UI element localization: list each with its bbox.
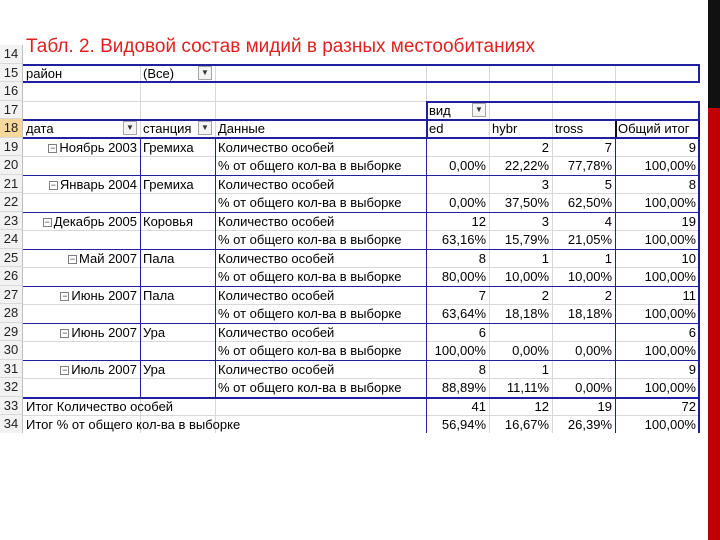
group-station: Гремиха <box>143 139 194 155</box>
header-station: станция <box>143 121 192 136</box>
row-header[interactable]: 29 <box>0 323 23 342</box>
measure-label: Количество особей <box>218 361 335 377</box>
date-filter-button[interactable]: ▼ <box>123 121 137 135</box>
measure-label: Количество особей <box>218 213 335 229</box>
value-cell: 3 <box>541 176 549 192</box>
header-data: Данные <box>218 121 265 136</box>
column-field-dropdown-button[interactable]: ▼ <box>472 103 486 117</box>
group-date-label: Январь 2004 <box>59 176 137 192</box>
value-cell: 9 <box>688 361 696 377</box>
group-separator <box>23 286 700 287</box>
row-header[interactable]: 14 <box>0 45 23 64</box>
row-header[interactable]: 26 <box>0 267 23 286</box>
value-cell: 100,00% <box>644 306 696 321</box>
group-separator <box>23 360 700 361</box>
table-title: Табл. 2. Видовой состав мидий в разных местообитаниях <box>26 36 536 57</box>
value-cell: 10 <box>681 250 696 266</box>
row-header[interactable]: 28 <box>0 304 23 323</box>
value-cell: 0,00% <box>512 343 549 358</box>
group-station: Пала <box>143 287 175 303</box>
measure-label: % от общего кол-ва в выборке <box>218 158 402 173</box>
value-cell <box>426 176 489 194</box>
value-cell: 10,00% <box>504 269 549 284</box>
value-cell: 77,78% <box>567 158 612 173</box>
measure-label: % от общего кол-ва в выборке <box>218 195 402 210</box>
row-header[interactable]: 31 <box>0 360 23 379</box>
value-cell <box>552 361 615 379</box>
group-date-label: Ноябрь 2003 <box>59 139 137 155</box>
grand-total-value: 19 <box>597 398 612 414</box>
value-cell: 100,00% <box>644 380 696 395</box>
value-cell: 1 <box>604 250 612 266</box>
group-station: Коровья <box>143 213 193 229</box>
value-cell: 100,00% <box>644 158 696 173</box>
row-header[interactable]: 20 <box>0 156 23 175</box>
group-station: Ура <box>143 324 166 340</box>
collapse-icon[interactable]: − <box>50 142 56 153</box>
value-cell: 100,00% <box>644 232 696 247</box>
pivot-border <box>698 64 700 83</box>
value-cell: 100,00% <box>644 195 696 210</box>
value-cell: 11,11% <box>506 380 549 395</box>
value-cell: 100,00% <box>644 269 696 284</box>
value-cell: 2 <box>604 287 612 303</box>
value-cell <box>489 324 552 342</box>
value-cell: 63,16% <box>441 232 486 247</box>
row-header[interactable]: 27 <box>0 286 23 305</box>
value-cell <box>552 324 615 342</box>
row-header[interactable]: 22 <box>0 193 23 212</box>
measure-label: Количество особей <box>218 176 335 192</box>
group-station: Ура <box>143 361 166 377</box>
pivot-border <box>23 397 700 399</box>
pivot-border <box>23 119 700 121</box>
measure-label: Количество особей <box>218 324 335 340</box>
group-separator <box>23 323 700 324</box>
value-cell: 9 <box>688 139 696 155</box>
measure-label: % от общего кол-ва в выборке <box>218 343 402 358</box>
pivot-border <box>615 138 616 397</box>
value-cell: 100,00% <box>434 343 486 358</box>
header-hybr: hybr <box>492 121 518 136</box>
value-cell: 3 <box>541 213 549 229</box>
pivot-border <box>615 397 616 434</box>
collapse-icon[interactable]: − <box>62 364 68 375</box>
station-filter-button[interactable]: ▼ <box>198 121 212 135</box>
group-separator <box>23 212 700 213</box>
row-header[interactable]: 16 <box>0 82 23 101</box>
collapse-icon[interactable]: − <box>69 253 76 264</box>
row-header[interactable]: 25 <box>0 249 23 268</box>
collapse-icon[interactable]: − <box>44 216 50 227</box>
header-total: Общий итог <box>618 121 690 136</box>
row-header[interactable]: 18 <box>0 119 23 138</box>
grand-total-value: 16,67% <box>504 417 549 432</box>
group-separator <box>23 138 700 139</box>
value-cell: 100,00% <box>644 343 696 358</box>
row-header[interactable]: 30 <box>0 341 23 360</box>
value-cell: 19 <box>681 213 696 229</box>
row-header[interactable]: 15 <box>0 64 23 83</box>
pivot-border <box>140 138 141 397</box>
pivot-border <box>215 138 216 397</box>
group-date-label: Июнь 2007 <box>71 324 137 340</box>
grand-total-value: 26,39% <box>567 417 612 432</box>
group-date-label: Июнь 2007 <box>71 287 137 303</box>
value-cell: 6 <box>478 324 486 340</box>
group-date <box>23 250 140 268</box>
value-cell: 5 <box>604 176 612 192</box>
value-cell: 22,22% <box>504 158 549 173</box>
pivot-border <box>426 397 427 434</box>
grand-total-value: 56,94% <box>441 417 486 432</box>
value-cell: 2 <box>541 139 549 155</box>
spreadsheet-area <box>0 35 700 433</box>
group-date <box>23 213 140 231</box>
value-cell: 21,05% <box>567 232 612 247</box>
pivot-border <box>23 81 700 83</box>
filter-value[interactable]: (Все) <box>143 65 175 81</box>
measure-label: % от общего кол-ва в выборке <box>218 380 402 395</box>
row-header[interactable]: 21 <box>0 175 23 194</box>
value-cell <box>426 139 489 157</box>
value-cell: 7 <box>478 287 486 303</box>
slide-edge-red <box>708 108 720 540</box>
pivot-border <box>23 433 700 434</box>
measure-label: % от общего кол-ва в выборке <box>218 306 402 321</box>
group-separator <box>23 175 700 176</box>
value-cell: 0,00% <box>449 158 486 173</box>
pivot-border <box>426 138 427 397</box>
grand-total-value: 100,00% <box>644 417 696 432</box>
group-date <box>23 176 140 194</box>
group-separator <box>23 249 700 250</box>
row-header[interactable]: 33 <box>0 397 23 416</box>
row-header[interactable]: 19 <box>0 138 23 157</box>
value-cell: 0,00% <box>575 343 612 358</box>
value-cell: 10,00% <box>567 269 612 284</box>
value-cell: 63,64% <box>441 306 486 321</box>
row-header[interactable]: 34 <box>0 415 23 433</box>
grand-total-label: Итог Количество особей <box>26 398 174 414</box>
pivot-border <box>426 101 699 103</box>
slide-edge-black <box>708 0 720 108</box>
measure-label: % от общего кол-ва в выборке <box>218 232 402 247</box>
collapse-icon[interactable]: − <box>50 179 57 190</box>
group-date <box>23 361 140 379</box>
value-cell: 18,18% <box>504 306 549 321</box>
filter-dropdown-button[interactable]: ▼ <box>198 66 212 80</box>
value-cell: 1 <box>541 361 549 377</box>
row-header[interactable]: 24 <box>0 230 23 249</box>
value-cell: 80,00% <box>441 269 486 284</box>
header-date: дата <box>26 121 54 136</box>
group-date-label: Май 2007 <box>79 250 137 266</box>
value-cell: 8 <box>478 361 486 377</box>
pivot-border <box>23 64 700 66</box>
value-cell: 8 <box>688 176 696 192</box>
value-cell: 62,50% <box>567 195 612 210</box>
row-header[interactable]: 23 <box>0 212 23 231</box>
row-header[interactable]: 32 <box>0 378 23 397</box>
value-cell: 11 <box>682 287 696 303</box>
value-cell: 6 <box>688 324 696 340</box>
measure-label: Количество особей <box>218 250 335 266</box>
collapse-icon[interactable]: − <box>62 327 68 338</box>
value-cell: 7 <box>604 139 612 155</box>
column-field-label: вид <box>429 102 451 118</box>
grand-total-value: 41 <box>471 398 486 414</box>
value-cell: 37,50% <box>504 195 549 210</box>
value-cell: 2 <box>541 287 549 303</box>
header-tross: tross <box>555 121 584 136</box>
group-date <box>23 139 140 157</box>
value-cell: 88,89% <box>441 380 486 395</box>
collapse-icon[interactable]: − <box>62 290 68 301</box>
value-cell: 18,18% <box>567 306 612 321</box>
value-cell: 1 <box>541 250 549 266</box>
value-cell: 15,79% <box>504 232 549 247</box>
group-station: Пала <box>143 250 175 266</box>
value-cell: 4 <box>604 213 612 229</box>
group-date <box>23 324 140 342</box>
group-date-label: Декабрь 2005 <box>53 213 137 229</box>
value-cell: 0,00% <box>575 380 612 395</box>
row-header[interactable]: 17 <box>0 101 23 120</box>
filter-label: район <box>26 65 63 81</box>
grand-total-label: Итог % от общего кол-ва в выборке <box>26 417 241 432</box>
measure-label: % от общего кол-ва в выборке <box>218 269 402 284</box>
header-ed: ed <box>429 121 444 136</box>
group-date-label: Июль 2007 <box>71 361 137 377</box>
measure-label: Количество особей <box>218 287 335 303</box>
group-station: Гремиха <box>143 176 194 192</box>
group-date <box>23 287 140 305</box>
grand-total-value: 12 <box>534 398 549 414</box>
value-cell: 8 <box>478 250 486 266</box>
value-cell: 0,00% <box>449 195 486 210</box>
value-cell: 12 <box>471 213 486 229</box>
measure-label: Количество особей <box>218 139 335 155</box>
grand-total-value: 72 <box>681 398 696 414</box>
